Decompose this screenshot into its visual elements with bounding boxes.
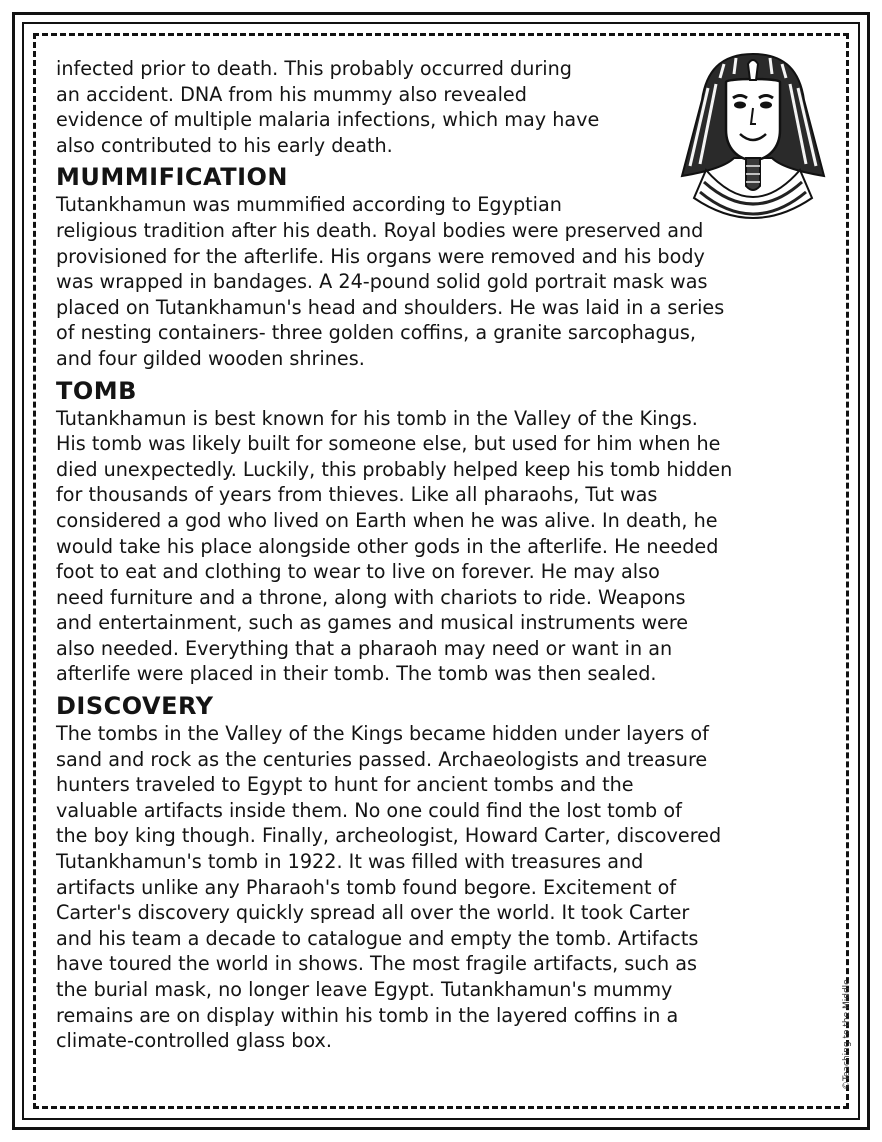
text-line: climate-controlled glass box. — [56, 1029, 332, 1053]
text-line: the boy king though. Finally, archeologist, Howard Carter, discovered — [56, 824, 722, 848]
text-line: foot to eat and clothing to wear to live on forever. He may also — [56, 560, 660, 584]
text-line: and his team a decade to catalogue and empty the tomb. Artifacts — [56, 926, 699, 950]
text-line: Tutankhamun was mummified according to Egyptian — [56, 193, 562, 217]
intro-paragraph — [56, 56, 828, 158]
text-line: considered a god who lived on Earth when he was alive. In death, he — [56, 508, 718, 532]
text-line: also needed. Everything that a pharaoh may need or want in an — [56, 636, 673, 660]
text-line: would take his place alongside other gods in the afterlife. He needed — [56, 534, 719, 558]
text-line: The tombs in the Valley of the Kings became hidden under layers of — [56, 722, 709, 746]
tomb-paragraph — [56, 406, 828, 688]
text-line: was wrapped in bandages. A 24-pound solid gold portrait mask was — [56, 270, 708, 294]
text-line: valuable artifacts inside them. No one could find the lost tomb of — [56, 798, 682, 822]
text-line: infected prior to death. This probably occurred during — [56, 57, 572, 80]
document-body — [56, 56, 828, 1054]
text-line: the burial mask, no longer leave Egypt. Tutankhamun's mummy — [56, 978, 673, 1001]
text-line: remains are on display within his tomb in the layered coffins in a — [56, 1003, 679, 1027]
copyright-credit: ©Teaching to the Middle — [842, 979, 852, 1090]
text-line: and entertainment, such as games and musical instruments were — [56, 611, 689, 635]
text-line: of nesting containers- three golden coffins, a granite sarcophagus, — [56, 321, 696, 345]
text-line: afterlife were placed in their tomb. The tomb was then sealed. — [56, 662, 657, 686]
text-line: Tutankhamun's tomb in 1922. It was filled with treasures and — [56, 850, 644, 874]
text-line: artifacts unlike any Pharaoh's tomb found begore. Excitement of — [56, 875, 677, 899]
mummification-paragraph — [56, 192, 828, 371]
discovery-paragraph — [56, 721, 828, 1054]
text-line: also contributed to his early death. — [56, 133, 393, 157]
text-line: religious tradition after his death. Royal bodies were preserved and — [56, 218, 704, 242]
text-line: evidence of multiple malaria infections, which may have — [56, 108, 600, 132]
text-line: for thousands of years from thieves. Like all pharaohs, Tut was — [56, 483, 658, 507]
text-line: Carter's discovery quickly spread all over the world. It took Carter — [56, 901, 690, 925]
section-heading-tomb: TOMB — [56, 376, 137, 405]
text-line: and four gilded wooden shrines. — [56, 346, 365, 370]
text-line: sand and rock as the centuries passed. Archaeologists and treasure — [56, 747, 708, 771]
section-heading-mummification: MUMMIFICATION — [56, 163, 289, 192]
text-line: placed on Tutankhamun's head and shoulders. He was laid in a series — [56, 295, 725, 319]
text-line: Tutankhamun is best known for his tomb in the Valley of the Kings. — [56, 406, 698, 430]
text-line: need furniture and a throne, along with chariots to ride. Weapons — [56, 585, 686, 609]
text-line: have toured the world in shows. The most fragile artifacts, such as — [56, 952, 698, 976]
text-line: died unexpectedly. Luckily, this probably helped keep his tomb hidden — [56, 457, 733, 481]
text-line: hunters traveled to Egypt to hunt for ancient tombs and the — [56, 773, 634, 797]
text-line: provisioned for the afterlife. His organs were removed and his body — [56, 244, 705, 268]
text-line: His tomb was likely built for someone else, but used for him when he — [56, 432, 721, 456]
section-heading-discovery: DISCOVERY — [56, 692, 214, 721]
text-line: an accident. DNA from his mummy also revealed — [56, 82, 527, 106]
